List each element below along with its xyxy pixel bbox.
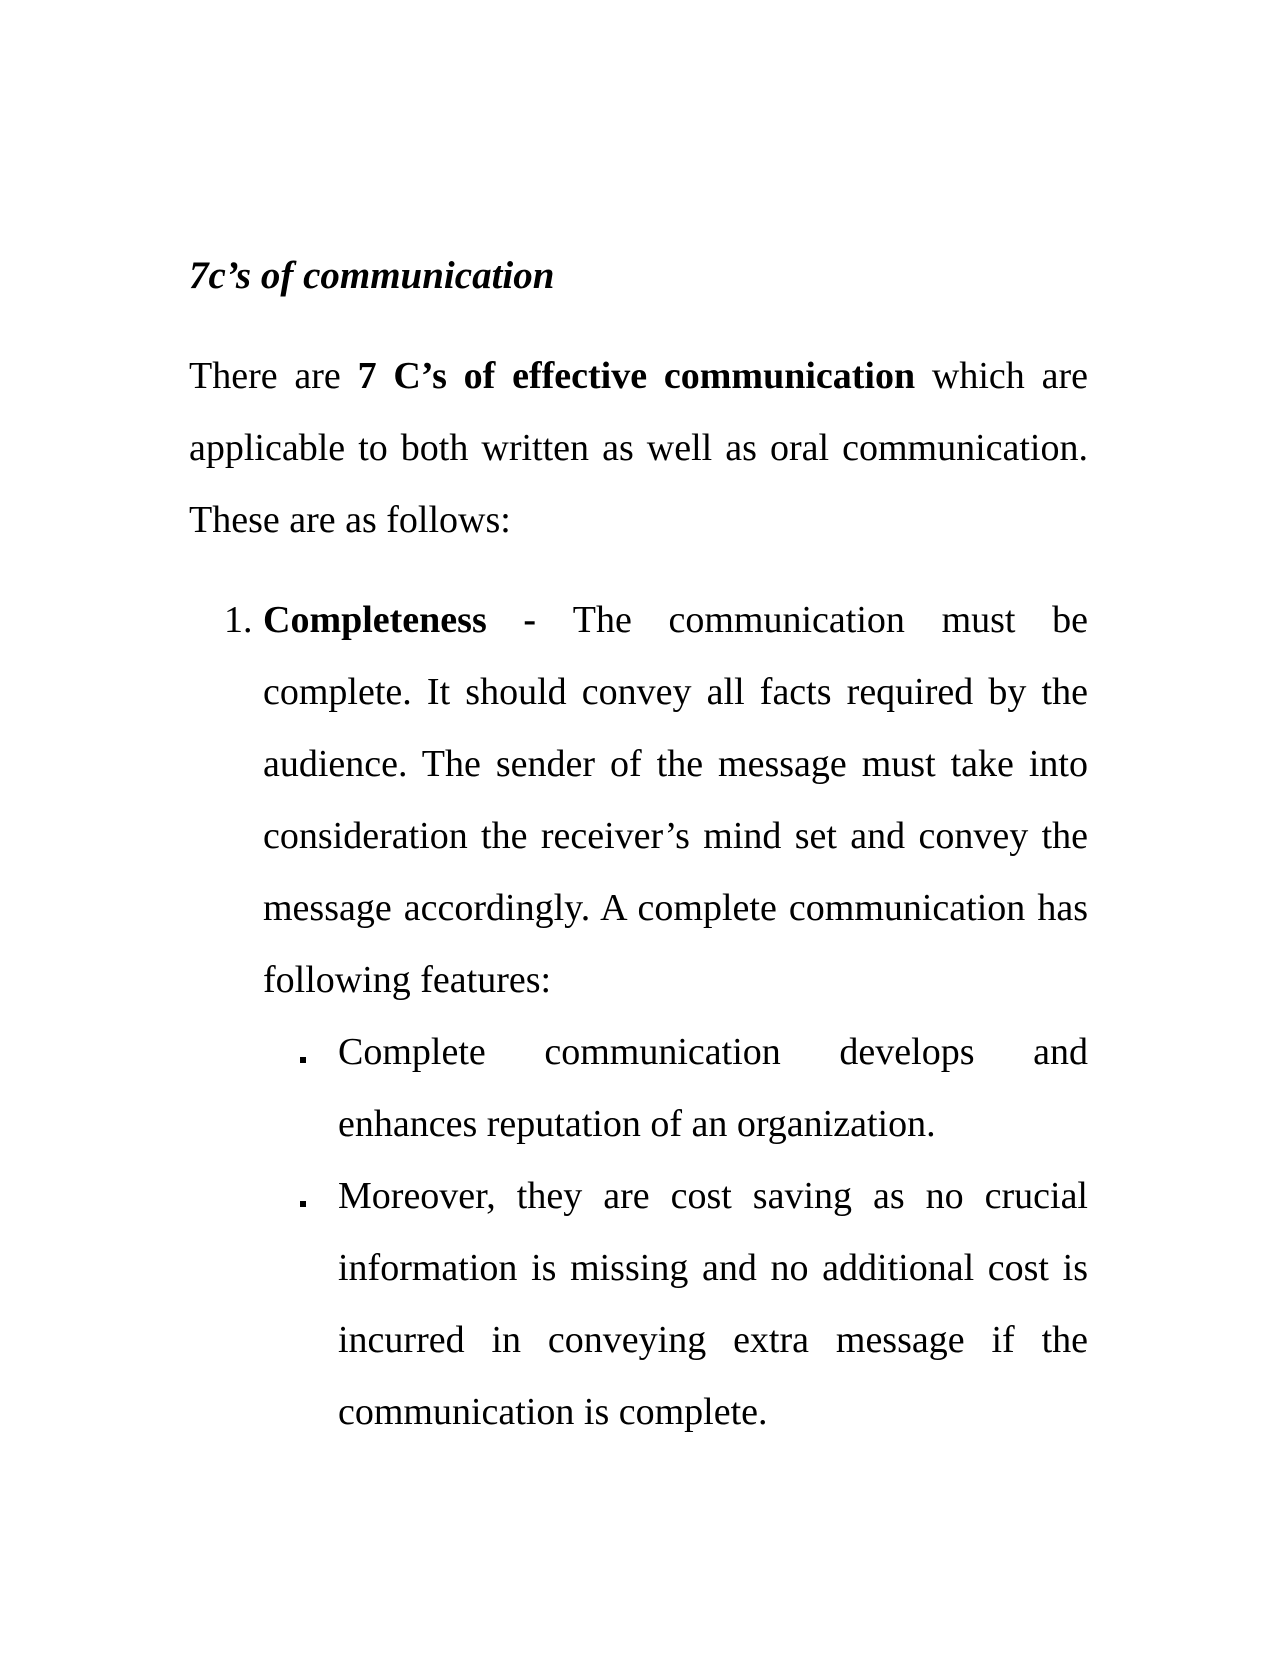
intro-lead: There are [189,355,358,397]
bullet-square-icon [300,1201,306,1207]
intro-bold: 7 C’s of effective communication [357,355,916,397]
list-item-separator: - [486,599,573,641]
bullet-item: Complete communication develops and enhances reputation of an organization. [338,1031,1088,1145]
intro-rest: which are applicable to both written as well as oral communication. These are as follows: [189,355,1088,541]
list-item-completeness [263,584,1088,1016]
intro-paragraph [189,340,1088,556]
list-item-text: The communication must be complete. It should convey all facts required by the audience. The sender of the message must take into consideration the receiver’s mind set and convey the message accordingly. A complete communication has following features: [263,599,1089,1001]
bullet-item: Moreover, they are cost saving as no crucial information is missing and no additional cost is incurred in conveying extra message if the communication is complete. [338,1175,1088,1433]
bullet-square-icon [300,1057,306,1063]
list-item-title: Completeness [263,599,487,641]
list-item-number: 1. [224,599,253,641]
page-heading: 7c’s of communication [189,254,555,297]
